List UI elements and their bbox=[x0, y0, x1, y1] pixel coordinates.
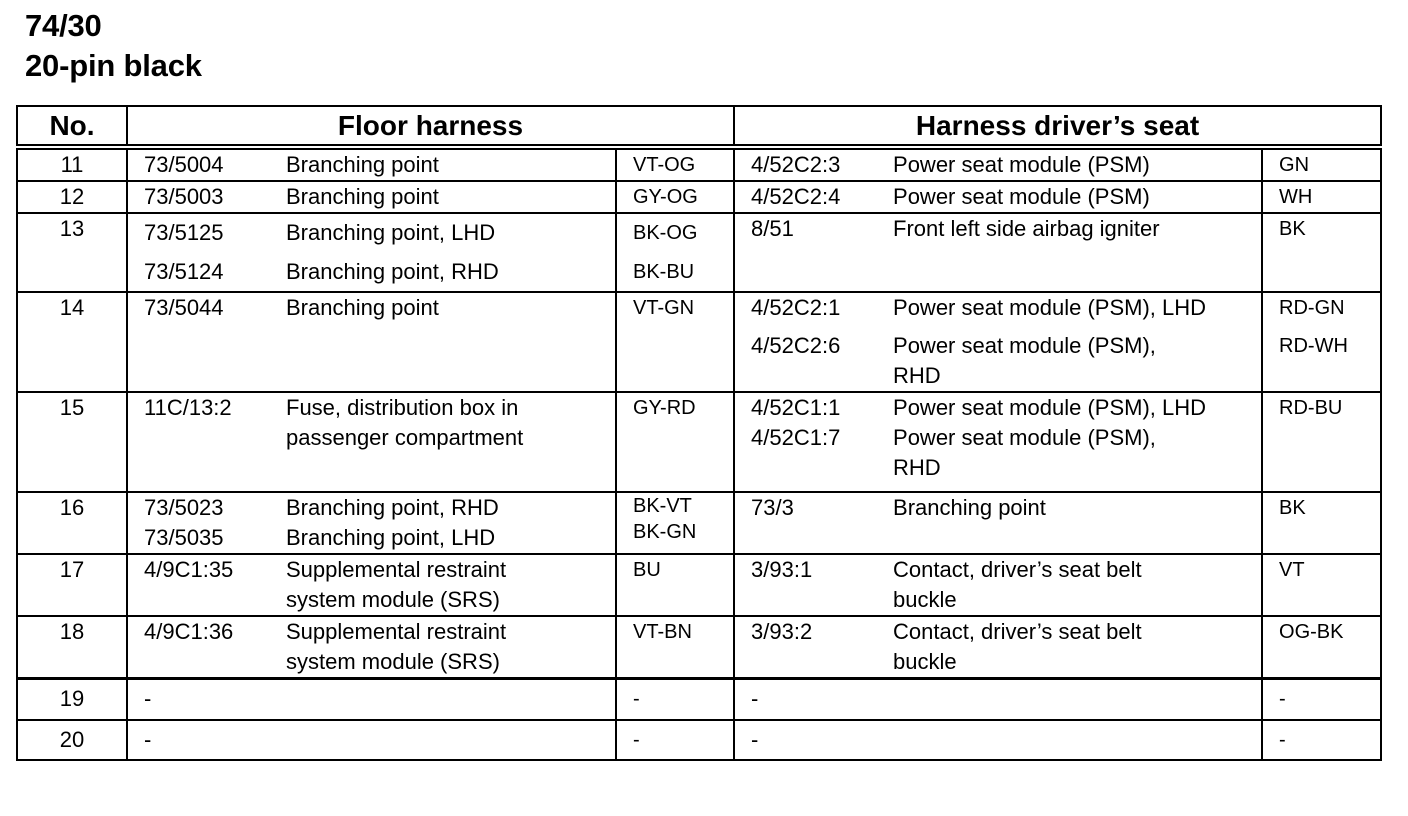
component-description: Branching point bbox=[286, 184, 439, 209]
floor-wire-color bbox=[616, 213, 734, 292]
component-id: 73/5023 bbox=[144, 495, 224, 520]
component-description: Fuse, distribution box in passenger compartment bbox=[286, 395, 524, 450]
table-row bbox=[17, 147, 1381, 181]
header-harness-drivers-seat: Harness driver’s seat bbox=[734, 106, 1381, 147]
seat-connection bbox=[734, 292, 1262, 392]
component-description: Branching point, LHD bbox=[286, 525, 496, 550]
component-description: Branching point, LHD bbox=[286, 220, 496, 245]
component-id: 73/5044 bbox=[144, 295, 224, 320]
component-description bbox=[286, 680, 615, 719]
component-description: Supplemental restraint system module (SRS) bbox=[286, 557, 507, 612]
component-description: Front left side airbag igniter bbox=[893, 216, 1160, 241]
pin-number: 16 bbox=[17, 492, 127, 554]
seat-wire-color bbox=[1262, 554, 1381, 616]
component-description: Power seat module (PSM), LHD bbox=[893, 395, 1207, 420]
floor-connection bbox=[127, 720, 616, 761]
component-description bbox=[893, 721, 1261, 760]
connector-id: 74/30 bbox=[25, 8, 102, 43]
seat-connection bbox=[734, 616, 1262, 679]
component-description: Contact, driver’s seat belt buckle bbox=[893, 619, 1142, 674]
floor-wire-color bbox=[616, 679, 734, 720]
floor-wire-color bbox=[616, 554, 734, 616]
pin-number: 14 bbox=[17, 292, 127, 392]
pinout-table bbox=[16, 105, 1382, 761]
wire-color: VT-GN bbox=[633, 297, 695, 319]
component-id: 4/52C2:4 bbox=[751, 184, 841, 209]
seat-wire-color bbox=[1262, 292, 1381, 392]
pin-number: 15 bbox=[17, 392, 127, 492]
wire-color: VT bbox=[1279, 559, 1305, 581]
connector-description: 20-pin black bbox=[25, 48, 202, 83]
header-floor-harness: Floor harness bbox=[127, 106, 734, 147]
seat-wire-color bbox=[1262, 181, 1381, 213]
wire-color: - bbox=[1279, 688, 1286, 710]
table-header-row bbox=[17, 106, 1381, 147]
component-id: 4/9C1:36 bbox=[144, 619, 234, 644]
seat-connection bbox=[734, 554, 1262, 616]
floor-wire-color bbox=[616, 181, 734, 213]
floor-wire-color bbox=[616, 616, 734, 679]
wire-color: - bbox=[633, 728, 640, 751]
component-id: 73/5003 bbox=[144, 184, 224, 209]
seat-wire-color bbox=[1262, 213, 1381, 292]
component-description: Power seat module (PSM) bbox=[893, 184, 1150, 209]
component-id: 73/5035 bbox=[144, 525, 224, 550]
floor-connection bbox=[127, 213, 616, 292]
component-id: 4/9C1:35 bbox=[144, 557, 234, 582]
component-id: - bbox=[144, 686, 152, 711]
floor-connection bbox=[127, 181, 616, 213]
wire-color: - bbox=[1279, 728, 1286, 751]
wire-color: BU bbox=[633, 559, 661, 581]
component-description: Branching point bbox=[893, 495, 1046, 520]
floor-connection bbox=[127, 616, 616, 679]
component-description bbox=[893, 680, 1261, 719]
wire-color: BK-GN bbox=[633, 521, 697, 543]
floor-wire-color bbox=[616, 292, 734, 392]
table-row bbox=[17, 213, 1381, 292]
table-row bbox=[17, 554, 1381, 616]
seat-connection bbox=[734, 147, 1262, 181]
component-id: 8/51 bbox=[751, 216, 794, 241]
component-description: Branching point bbox=[286, 152, 439, 177]
wire-color: RD-GN bbox=[1279, 297, 1345, 319]
component-id: 73/5125 bbox=[144, 220, 224, 245]
floor-connection bbox=[127, 492, 616, 554]
wire-color: BK-OG bbox=[633, 222, 698, 244]
component-description: Power seat module (PSM), LHD bbox=[893, 295, 1207, 320]
component-id: 3/93:2 bbox=[751, 619, 813, 644]
component-description: Branching point, RHD bbox=[286, 495, 499, 520]
table-row bbox=[17, 616, 1381, 679]
seat-connection bbox=[734, 720, 1262, 761]
seat-connection bbox=[734, 679, 1262, 720]
wire-color: BK bbox=[1279, 218, 1306, 240]
wire-color: VT-BN bbox=[633, 621, 692, 643]
wire-color: RD-WH bbox=[1279, 335, 1348, 357]
wire-color: WH bbox=[1279, 186, 1313, 208]
component-description: Power seat module (PSM), RHD bbox=[893, 425, 1156, 480]
component-id: - bbox=[751, 686, 759, 711]
wire-color: BK-BU bbox=[633, 260, 695, 283]
table-row bbox=[17, 720, 1381, 761]
floor-connection bbox=[127, 292, 616, 392]
wire-color: VT-OG bbox=[633, 154, 696, 176]
component-id: 4/52C1:7 bbox=[751, 425, 841, 450]
wire-color: BK-VT bbox=[633, 495, 692, 517]
floor-connection bbox=[127, 147, 616, 181]
seat-wire-color bbox=[1262, 492, 1381, 554]
seat-connection bbox=[734, 492, 1262, 554]
seat-connection bbox=[734, 213, 1262, 292]
component-description bbox=[286, 721, 615, 760]
floor-wire-color bbox=[616, 492, 734, 554]
component-id: - bbox=[144, 726, 152, 752]
component-description: Power seat module (PSM) bbox=[893, 152, 1150, 177]
component-description: Supplemental restraint system module (SRS) bbox=[286, 619, 507, 674]
pin-number: 12 bbox=[17, 181, 127, 213]
seat-connection bbox=[734, 181, 1262, 213]
pin-number: 20 bbox=[17, 720, 127, 761]
component-id: 73/3 bbox=[751, 495, 794, 520]
component-id: 4/52C1:1 bbox=[751, 395, 841, 420]
component-id: 73/5124 bbox=[144, 258, 224, 284]
wire-color: GY-RD bbox=[633, 397, 696, 419]
header-no: No. bbox=[17, 106, 127, 147]
component-id: 73/5004 bbox=[144, 152, 224, 177]
component-description: Branching point bbox=[286, 295, 439, 320]
wire-color: GN bbox=[1279, 154, 1310, 176]
table-row bbox=[17, 492, 1381, 554]
seat-wire-color bbox=[1262, 147, 1381, 181]
component-id: 4/52C2:3 bbox=[751, 152, 841, 177]
table-row bbox=[17, 679, 1381, 720]
wire-color: - bbox=[633, 688, 640, 710]
floor-connection bbox=[127, 554, 616, 616]
seat-connection bbox=[734, 392, 1262, 492]
pin-number: 19 bbox=[17, 679, 127, 720]
wire-color: OG-BK bbox=[1279, 621, 1344, 643]
component-id: 4/52C2:6 bbox=[751, 333, 841, 358]
component-id: - bbox=[751, 726, 759, 752]
floor-connection bbox=[127, 392, 616, 492]
pin-number: 18 bbox=[17, 616, 127, 679]
table-row bbox=[17, 392, 1381, 492]
floor-wire-color bbox=[616, 720, 734, 761]
wire-color: BK bbox=[1279, 497, 1306, 519]
pin-number: 13 bbox=[17, 213, 127, 292]
wire-color: RD-BU bbox=[1279, 397, 1343, 419]
floor-wire-color bbox=[616, 392, 734, 492]
pin-number: 11 bbox=[17, 147, 127, 181]
component-description: Contact, driver’s seat belt buckle bbox=[893, 557, 1142, 612]
seat-wire-color bbox=[1262, 616, 1381, 679]
table-row bbox=[17, 181, 1381, 213]
floor-connection bbox=[127, 679, 616, 720]
component-description: Branching point, RHD bbox=[286, 258, 499, 284]
component-id: 4/52C2:1 bbox=[751, 295, 841, 320]
pin-number: 17 bbox=[17, 554, 127, 616]
component-description: Power seat module (PSM), RHD bbox=[893, 333, 1156, 388]
seat-wire-color bbox=[1262, 679, 1381, 720]
wire-color: GY-OG bbox=[633, 186, 698, 208]
component-id: 3/93:1 bbox=[751, 557, 813, 582]
seat-wire-color bbox=[1262, 392, 1381, 492]
floor-wire-color bbox=[616, 147, 734, 181]
component-id: 11C/13:2 bbox=[144, 395, 232, 420]
seat-wire-color bbox=[1262, 720, 1381, 761]
table-row bbox=[17, 292, 1381, 392]
